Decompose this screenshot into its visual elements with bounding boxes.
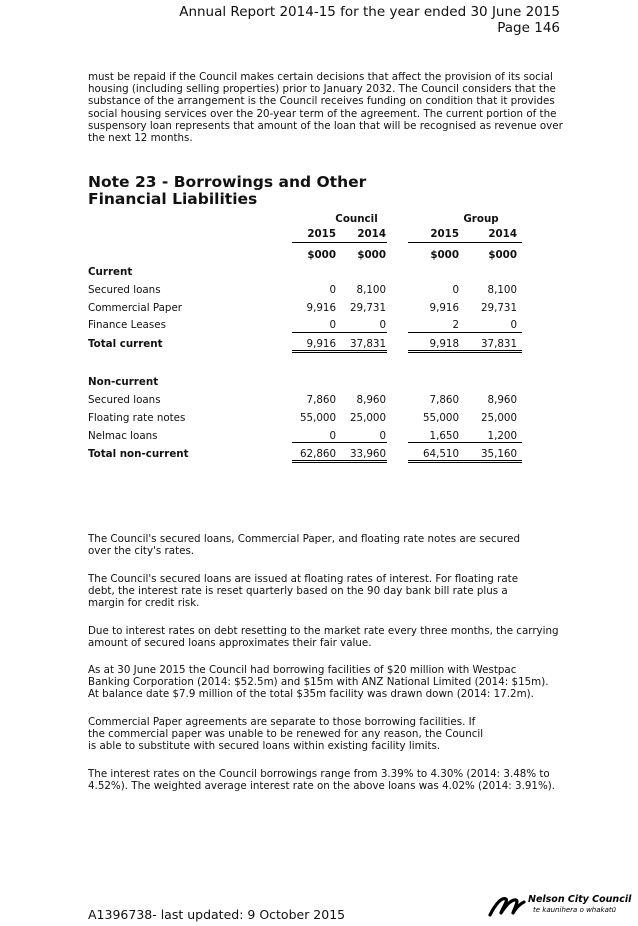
total-double-rule bbox=[408, 462, 522, 463]
nelson-city-council-logo bbox=[488, 893, 632, 919]
logo-subtitle: te kaunihera o whakatū bbox=[533, 906, 617, 914]
nelson-logo-mark-icon bbox=[488, 893, 528, 919]
total-value: 33,960 bbox=[349, 448, 386, 460]
note-paragraph: The Council's secured loans are issued at floating rates of interest. For floating rate debt, the interest rate is reset quarterly based on the 90 day bank bill rate plus a margin for credit risk. bbox=[88, 573, 519, 610]
cell-value: 8,100 bbox=[487, 284, 517, 296]
row-label: Finance Leases bbox=[88, 319, 166, 331]
row-label: Secured loans bbox=[88, 394, 161, 406]
group-header-council: Council bbox=[335, 213, 378, 225]
year-header: 2014 bbox=[488, 228, 517, 240]
row-label: Floating rate notes bbox=[88, 412, 186, 424]
cell-value: 0 bbox=[379, 430, 386, 442]
row-label: Commercial Paper bbox=[88, 302, 183, 314]
header-rule bbox=[292, 242, 387, 243]
total-value: 35,160 bbox=[480, 448, 517, 460]
subtotal-rule bbox=[408, 442, 522, 443]
group-header-group: Group bbox=[463, 213, 499, 225]
cell-value: 0 bbox=[379, 319, 386, 331]
year-header: 2014 bbox=[357, 228, 386, 240]
logo-title: Nelson City Council bbox=[528, 894, 632, 905]
total-label: Total non-current bbox=[88, 448, 189, 460]
total-value: 37,831 bbox=[480, 338, 517, 350]
cell-value: 8,960 bbox=[487, 394, 517, 406]
cell-value: 1,200 bbox=[487, 430, 517, 442]
total-double-rule bbox=[408, 352, 522, 353]
cell-value: 0 bbox=[510, 319, 517, 331]
cell-value: 0 bbox=[329, 319, 336, 331]
subtotal-rule bbox=[408, 332, 522, 333]
cell-value: 29,731 bbox=[480, 302, 517, 314]
note-paragraph: The Council's secured loans, Commercial Paper, and floating rate notes are secured over the city's rates. bbox=[88, 533, 521, 558]
cell-value: 55,000 bbox=[422, 412, 459, 424]
cell-value: 0 bbox=[452, 284, 459, 296]
page-number: Page 146 bbox=[497, 20, 560, 36]
note-title bbox=[88, 174, 366, 208]
intro-paragraph: must be repaid if the Council makes certain decisions that affect the provision of its social housing (including selling properties) prior to January 2032. The Council considers that the substance of the arrangement is the Council receives funding on condition that it provides social housing services over the 20-year term of the agreement. The current portion of the suspensory loan represents that amount of the loan that will be recognised as revenue over the next 12 months. bbox=[88, 71, 563, 145]
unit-header: $000 bbox=[488, 249, 517, 261]
unit-header: $000 bbox=[307, 249, 336, 261]
note-paragraph: The interest rates on the Council borrowings range from 3.39% to 4.30% (2014: 3.48% to 4.52%). The weighted average interest rate on the above loans was 4.02% (2014: 3.91%). bbox=[88, 768, 556, 793]
total-value: 62,860 bbox=[299, 448, 336, 460]
subtotal-rule bbox=[292, 442, 387, 443]
year-header: 2015 bbox=[307, 228, 336, 240]
cell-value: 29,731 bbox=[349, 302, 386, 314]
total-double-rule bbox=[408, 460, 522, 461]
subtotal-rule bbox=[292, 332, 387, 333]
cell-value: 9,916 bbox=[306, 302, 336, 314]
cell-value: 7,860 bbox=[306, 394, 336, 406]
cell-value: 1,650 bbox=[429, 430, 459, 442]
note-paragraph: As at 30 June 2015 the Council had borrowing facilities of $20 million with Westpac Banking Corporation (2014: $52.5m) and $15m with ANZ National Limited (2014: $15m). At balance date $7.9 million of the total $35m facility was drawn down (2014: 17.2m). bbox=[88, 664, 549, 701]
total-double-rule bbox=[408, 350, 522, 351]
cell-value: 8,960 bbox=[356, 394, 386, 406]
report-title: Annual Report 2014-15 for the year ended 30 June 2015 bbox=[179, 4, 560, 20]
cell-value: 0 bbox=[329, 430, 336, 442]
cell-value: 7,860 bbox=[429, 394, 459, 406]
row-label: Secured loans bbox=[88, 284, 161, 296]
total-double-rule bbox=[292, 460, 387, 461]
cell-value: 9,916 bbox=[429, 302, 459, 314]
cell-value: 2 bbox=[452, 319, 459, 331]
year-header: 2015 bbox=[430, 228, 459, 240]
total-value: 64,510 bbox=[422, 448, 459, 460]
total-value: 37,831 bbox=[349, 338, 386, 350]
section-heading-current: Current bbox=[88, 266, 133, 278]
cell-value: 25,000 bbox=[349, 412, 386, 424]
total-value: 9,916 bbox=[306, 338, 336, 350]
note-title-line2: Financial Liabilities bbox=[88, 190, 258, 208]
row-label: Nelmac loans bbox=[88, 430, 158, 442]
cell-value: 0 bbox=[329, 284, 336, 296]
cell-value: 55,000 bbox=[299, 412, 336, 424]
total-label: Total current bbox=[88, 338, 163, 350]
note-title-line1: Note 23 - Borrowings and Other bbox=[88, 173, 367, 191]
cell-value: 25,000 bbox=[480, 412, 517, 424]
total-double-rule bbox=[292, 352, 387, 353]
total-double-rule bbox=[292, 350, 387, 351]
unit-header: $000 bbox=[430, 249, 459, 261]
total-double-rule bbox=[292, 462, 387, 463]
total-value: 9,918 bbox=[429, 338, 459, 350]
note-paragraph: Commercial Paper agreements are separate to those borrowing facilities. If the commercial paper was unable to be renewed for any reason, the Council is able to substitute with secured loans within existing facility limits. bbox=[88, 716, 484, 753]
document-footer: A1396738- last updated: 9 October 2015 bbox=[88, 907, 346, 922]
note-paragraph: Due to interest rates on debt resetting to the market rate every three months, the carrying amount of secured loans approximates their fair value. bbox=[88, 625, 559, 650]
header-rule bbox=[408, 242, 522, 243]
unit-header: $000 bbox=[357, 249, 386, 261]
cell-value: 8,100 bbox=[356, 284, 386, 296]
section-heading-noncurrent: Non-current bbox=[88, 376, 159, 388]
